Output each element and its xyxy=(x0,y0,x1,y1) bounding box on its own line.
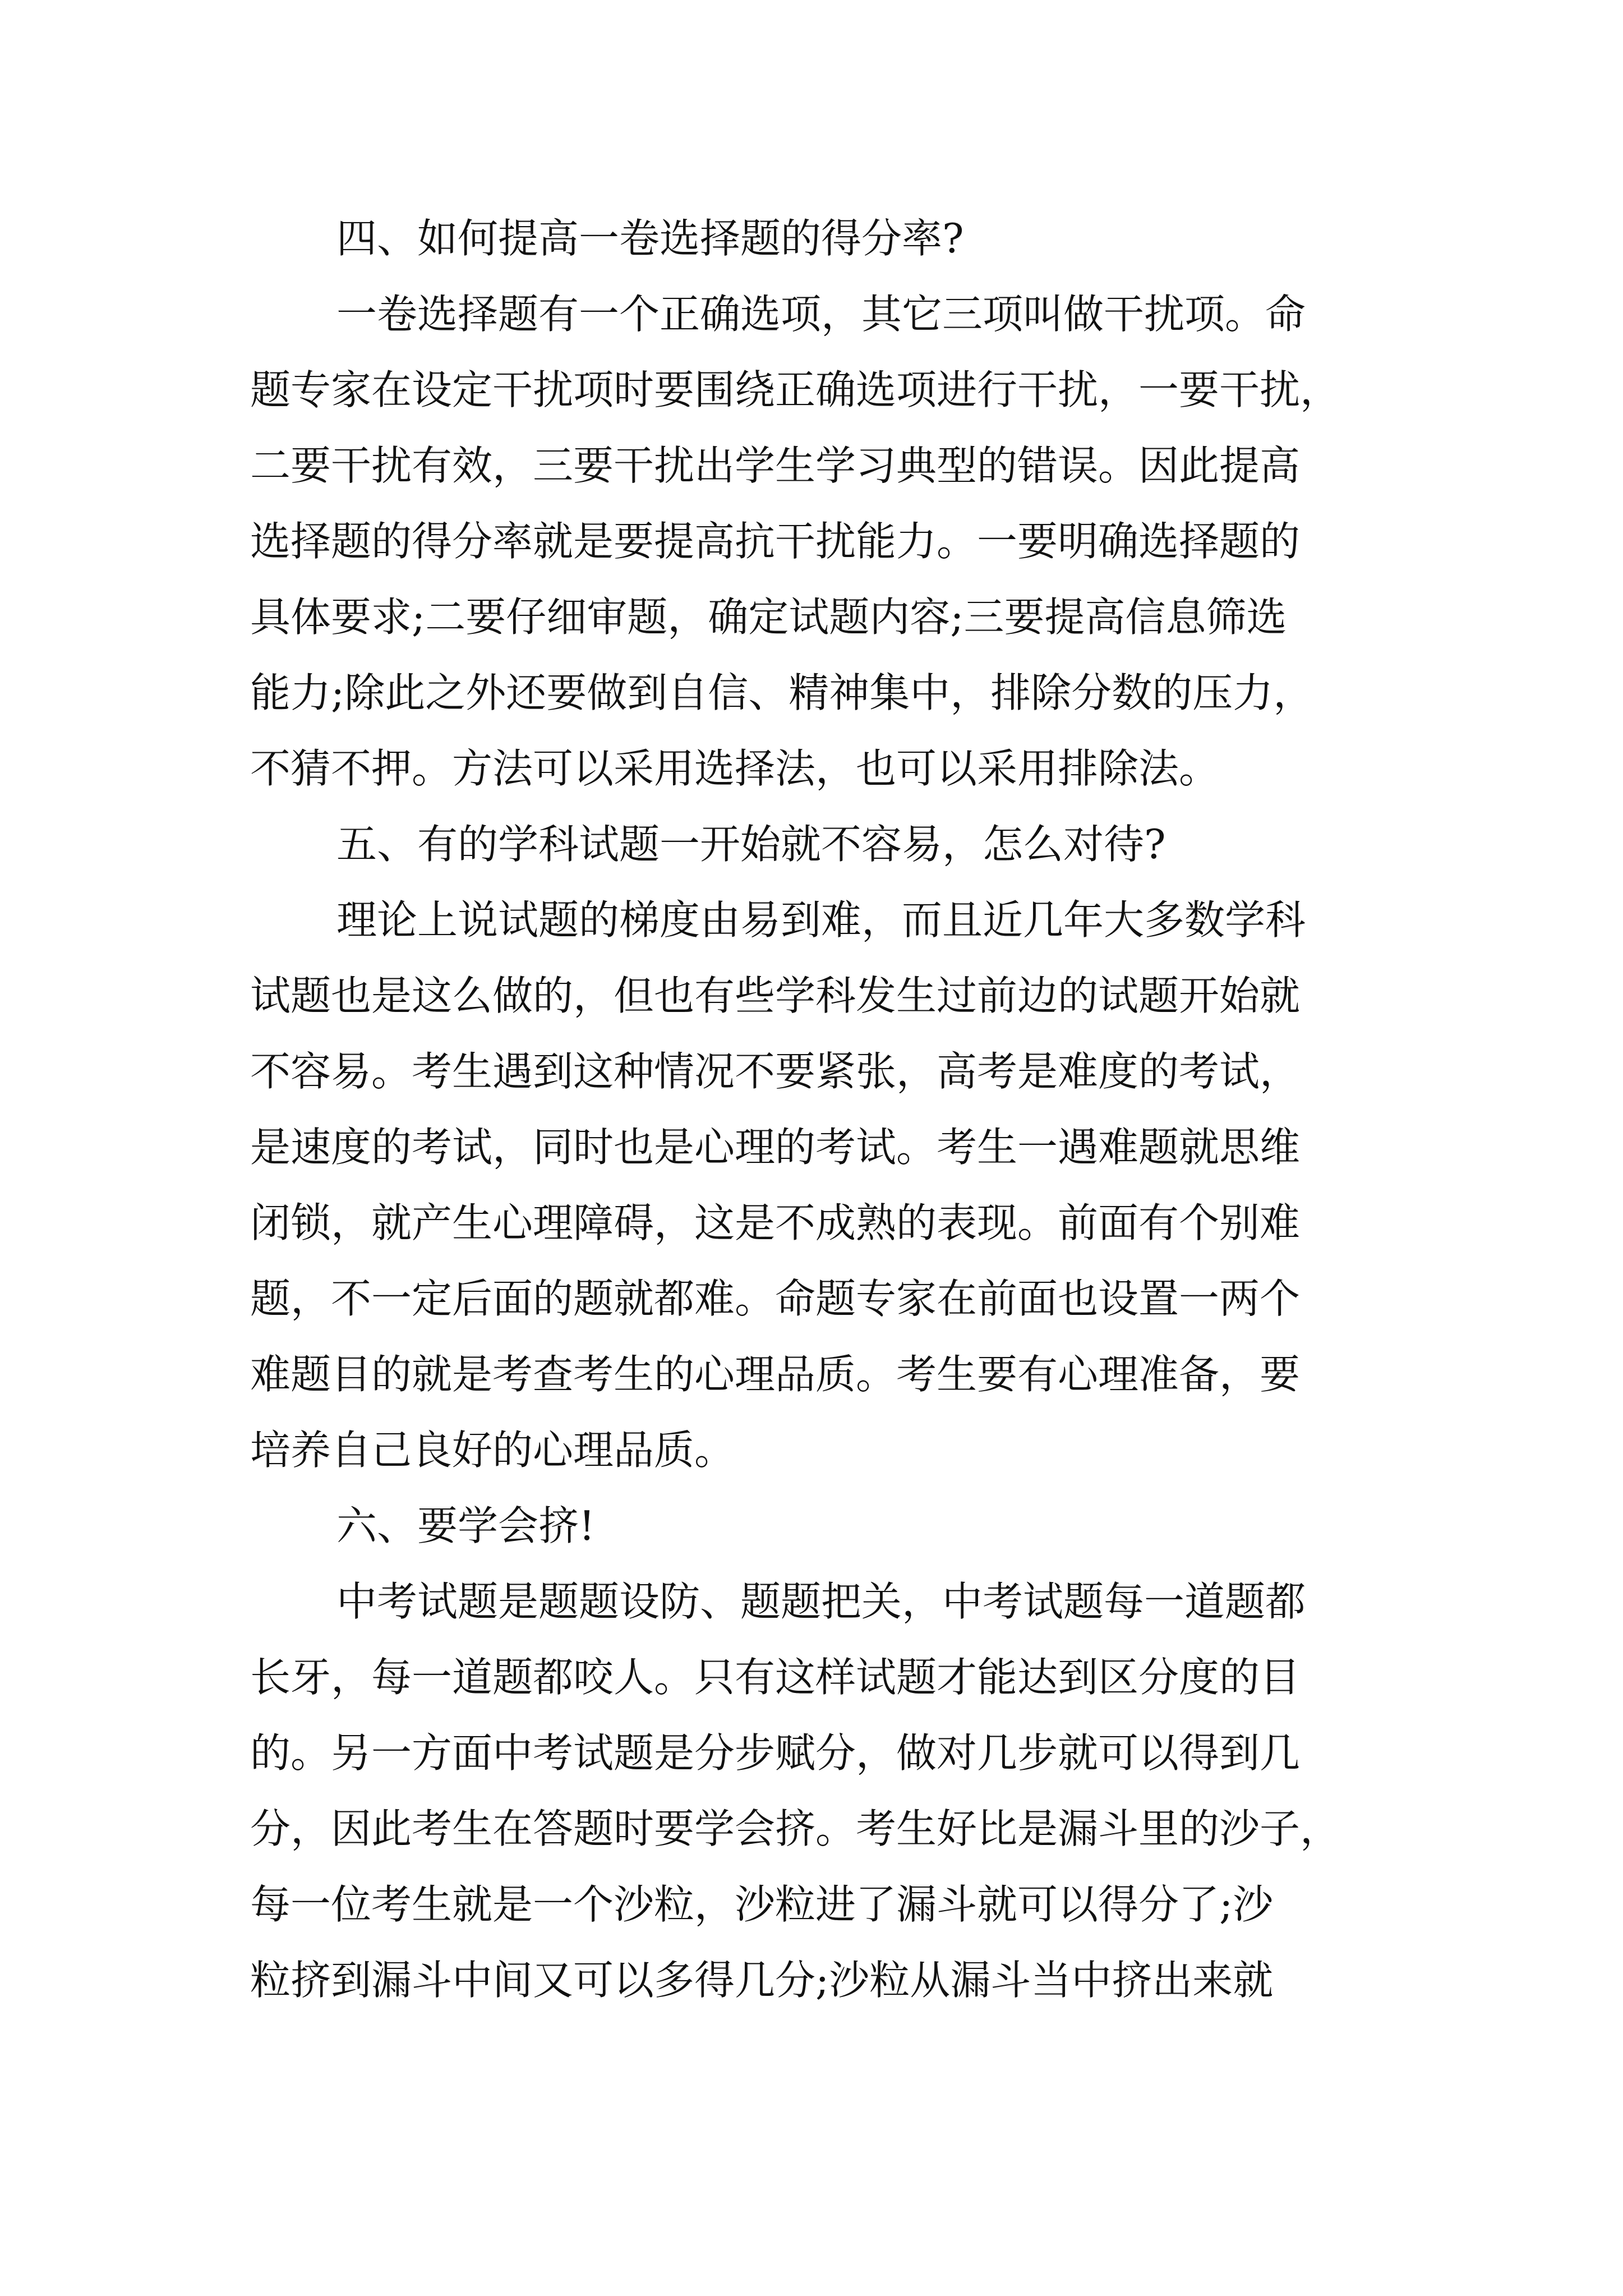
paragraph-line: 每一位考生就是一个沙粒，沙粒进了漏斗就可以得分了;沙 xyxy=(250,1881,1274,1928)
paragraph-line: 难题目的就是考查考生的心理品质。考生要有心理准备，要 xyxy=(250,1351,1301,1398)
section-heading: 五、有的学科试题一开始就不容易，怎么对待? xyxy=(336,821,1166,868)
paragraph-line: 不容易。考生遇到这种情况不要紧张，高考是难度的考试， xyxy=(250,1048,1301,1095)
paragraph-line: 试题也是这么做的，但也有些学科发生过前边的试题开始就 xyxy=(250,972,1301,1019)
paragraph-line: 题，不一定后面的题就都难。命题专家在前面也设置一两个 xyxy=(250,1275,1301,1322)
paragraph-line: 分，因此考生在答题时要学会挤。考生好比是漏斗里的沙子， xyxy=(250,1805,1341,1852)
paragraph-line: 培养自己良好的心理品质。 xyxy=(250,1427,735,1474)
paragraph-line: 闭锁，就产生心理障碍，这是不成熟的表现。前面有个别难 xyxy=(250,1199,1301,1246)
paragraph-line: 选择题的得分率就是要提高抗干扰能力。一要明确选择题的 xyxy=(250,518,1301,565)
paragraph-line: 二要干扰有效，三要干扰出学生学习典型的错误。因此提高 xyxy=(250,442,1301,489)
paragraph-line: 的。另一方面中考试题是分步赋分，做对几步就可以得到几 xyxy=(250,1729,1301,1777)
paragraph-line: 具体要求;二要仔细审题，确定试题内容;三要提高信息筛选 xyxy=(250,593,1287,641)
section-heading: 六、要学会挤! xyxy=(336,1502,595,1549)
paragraph-line: 是速度的考试，同时也是心理的考试。考生一遇难题就思维 xyxy=(250,1124,1301,1171)
paragraph-line: 一卷选择题有一个正确选项，其它三项叫做干扰项。命 xyxy=(336,291,1306,338)
paragraph-line: 粒挤到漏斗中间又可以多得几分;沙粒从漏斗当中挤出来就 xyxy=(250,1957,1274,2004)
paragraph-line: 能力;除此之外还要做到自信、精神集中，排除分数的压力， xyxy=(250,669,1314,716)
paragraph-line: 中考试题是题题设防、题题把关，中考试题每一道题都 xyxy=(336,1578,1306,1625)
paragraph-line: 题专家在设定干扰项时要围绕正确选项进行干扰，一要干扰， xyxy=(250,366,1341,413)
paragraph-line: 理论上说试题的梯度由易到难，而且近几年大多数学科 xyxy=(336,896,1306,944)
section-heading: 四、如何提高一卷选择题的得分率? xyxy=(336,215,964,262)
paragraph-line: 长牙，每一道题都咬人。只有这样试题才能达到区分度的目 xyxy=(250,1654,1301,1701)
paragraph-line: 不猜不押。方法可以采用选择法，也可以采用排除法。 xyxy=(250,745,1220,792)
